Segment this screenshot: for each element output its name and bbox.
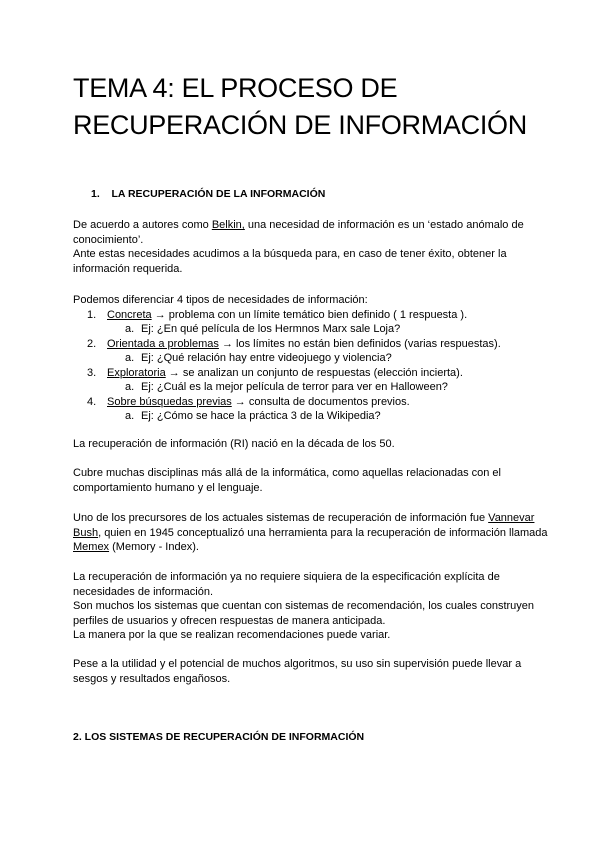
need-term-link[interactable]: Orientada a problemas [107, 337, 219, 350]
need-example: Ej: ¿Cuál es la mejor película de terror para ver en Halloween? [141, 381, 448, 393]
belkin-link[interactable]: Belkin, [211, 219, 245, 231]
sub-letter: a. [125, 410, 135, 422]
paragraph-text: una necesidad de información es un ‘estado anómalo de conocimiento’. [73, 219, 524, 246]
sub-letter: a. [125, 352, 135, 364]
paragraph-text: La manera por la que se realizan recomendaciones puede variar. [73, 629, 391, 641]
title-line-1: TEMA 4: EL PROCESO DE [73, 73, 398, 103]
item-number: 2. [87, 337, 97, 350]
paragraph-text: Son muchos los sistemas que cuentan con sistemas de recomendación, los cuales construyen perfiles de usuarios y ofrecen respuestas de manera anticipada. [73, 600, 535, 627]
sub-letter: a. [125, 323, 135, 335]
paragraph-text: Ante estas necesidades acudimos a la búsqueda para, en caso de tener éxito, obtener la información requerida. [73, 248, 507, 275]
paragraph-text: Uno de los precursores de los actuales sistemas de recuperación de información fue [73, 512, 489, 524]
paragraph-text: De acuerdo a autores como [73, 219, 212, 231]
need-term-link[interactable]: Sobre búsquedas previas [107, 395, 232, 408]
sub-letter: a. [125, 381, 135, 393]
paragraph-origin: La recuperación de información (RI) nació en la década de los 50. [73, 438, 395, 450]
need-term-link[interactable]: Concreta [107, 308, 152, 321]
paragraph-bias: Pese a la utilidad y el potencial de muchos algoritmos, su uso sin supervisión puede llevar a sesgos y resultados engañosos. [73, 658, 522, 685]
needs-section [73, 293, 553, 424]
memex-link[interactable]: Memex [73, 541, 110, 553]
item-number: 4. [87, 395, 97, 408]
need-description: → consulta de documentos previos. [231, 395, 410, 408]
needs-intro: Podemos diferenciar 4 tipos de necesidades de información: [73, 294, 368, 306]
paragraph-text: La recuperación de información ya no requiere siquiera de la especificación explícita de necesidades de información. [73, 571, 500, 598]
paragraph-memex [73, 511, 553, 555]
item-number: 1. [87, 308, 97, 321]
need-description: → problema con un límite temático bien definido ( 1 respuesta ). [151, 308, 468, 321]
paragraph-belkin [73, 218, 553, 276]
need-example: Ej: ¿Cómo se hace la práctica 3 de la Wikipedia? [141, 410, 381, 422]
list-item [73, 366, 553, 395]
vannevar-bush-link[interactable]: Vannevar Bush [73, 512, 535, 539]
paragraph-text: (Memory - Index). [109, 541, 199, 553]
need-term-link[interactable]: Exploratoria [107, 366, 166, 379]
section-2-heading: 2. LOS SISTEMAS DE RECUPERACIÓN DE INFORMACIÓN [73, 731, 365, 743]
need-description: → se analizan un conjunto de respuestas (elección incierta). [165, 366, 463, 379]
need-example: Ej: ¿Qué relación hay entre videojuego y violencia? [141, 352, 392, 364]
paragraph-recommendation [73, 570, 553, 643]
section-1-heading [91, 188, 325, 200]
list-item [73, 308, 553, 337]
paragraph-text: , quien en 1945 conceptualizó una herramienta para la recuperación de información llamada [98, 526, 548, 539]
page-title [73, 70, 573, 144]
section-1-title: LA RECUPERACIÓN DE LA INFORMACIÓN [111, 188, 326, 200]
list-item [73, 337, 553, 366]
need-example: Ej: ¿En qué película de los Hermnos Marx sale Loja? [141, 323, 401, 335]
list-item [73, 395, 553, 424]
paragraph-disciplines: Cubre muchas disciplinas más allá de la informática, como aquellas relacionadas con el comportamiento humano y el lenguaje. [73, 467, 501, 494]
needs-list [73, 308, 553, 424]
item-number: 3. [87, 366, 97, 379]
section-1-number: 1. [91, 188, 100, 200]
need-description: → los límites no están bien definidos (varias respuestas). [218, 337, 501, 350]
title-line-2: RECUPERACIÓN DE INFORMACIÓN [73, 110, 527, 140]
